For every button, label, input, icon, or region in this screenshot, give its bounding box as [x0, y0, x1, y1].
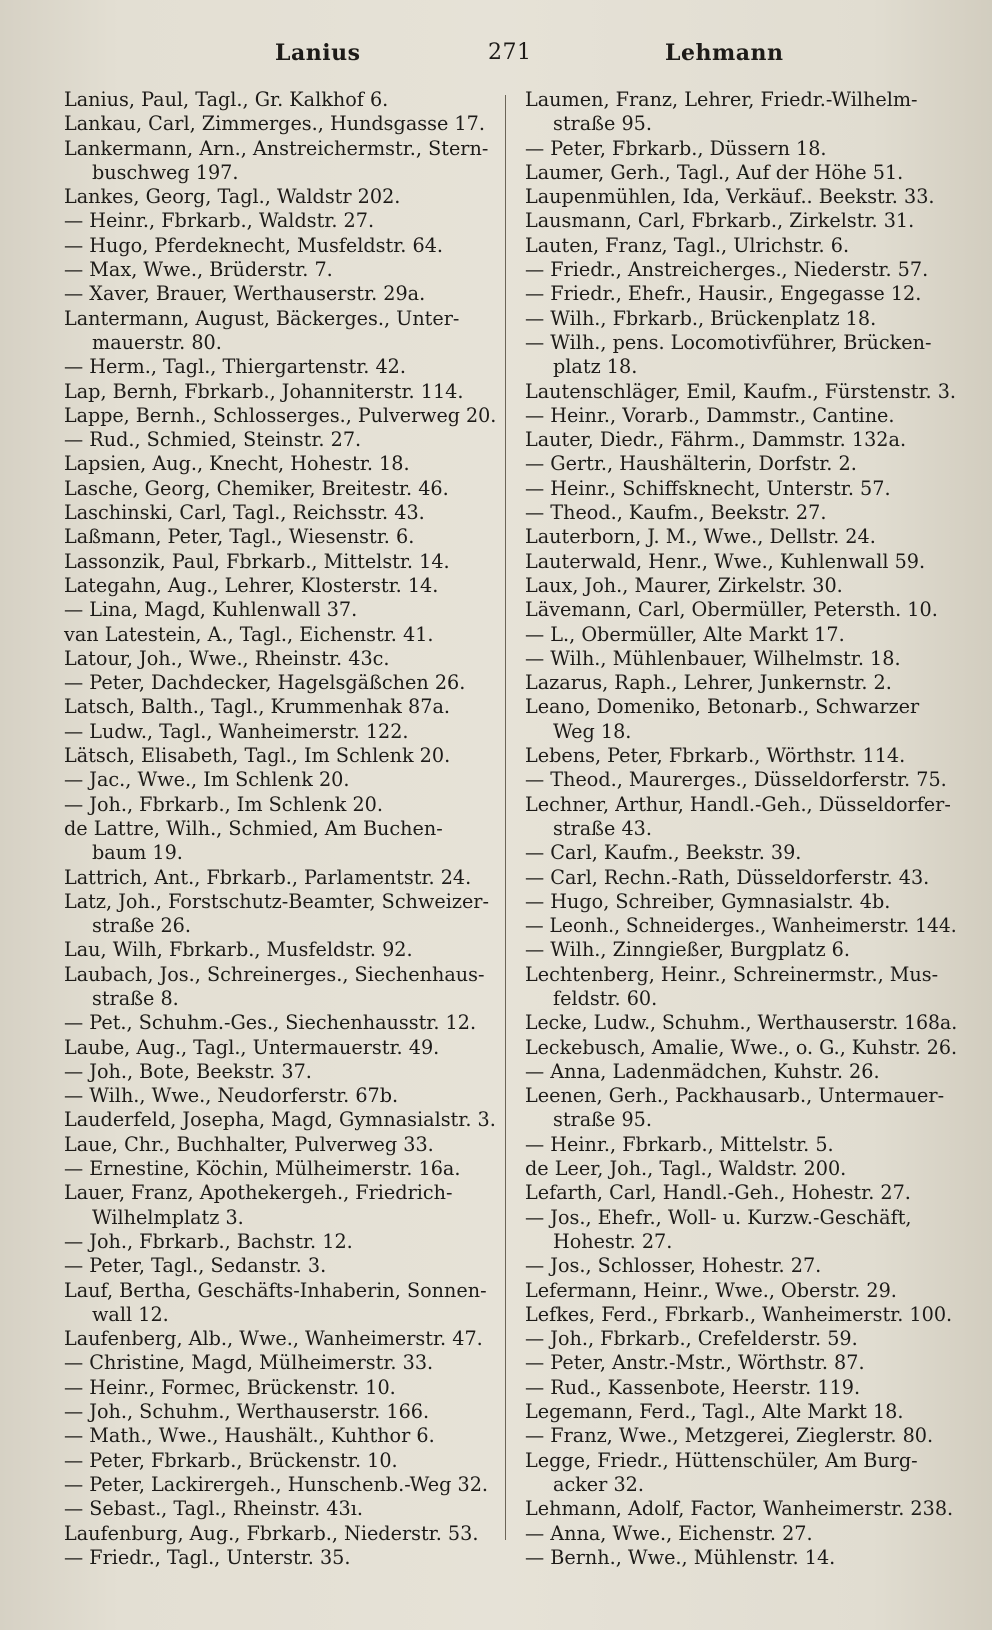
entry-line: Lävemann, Carl, Obermüller, Petersth. 10. — [525, 598, 938, 622]
entry-line: van Latestein, A., Tagl., Eichenstr. 41. — [64, 622, 434, 646]
directory-entry — [64, 1108, 496, 1132]
entry-line: — Peter, Lackirergeh., Hunschenb.-Weg 32. — [64, 1472, 489, 1496]
entry-continuation: wall 12. — [92, 1302, 169, 1326]
directory-entry — [64, 209, 496, 233]
entry-line: Leenen, Gerh., Packhausarb., Untermauer- — [525, 1084, 945, 1108]
directory-entry — [525, 671, 957, 695]
entry-line: Lantermann, August, Bäckerges., Unter- — [64, 306, 460, 330]
directory-entry — [64, 720, 496, 744]
directory-entry — [64, 1449, 496, 1473]
entry-line: — Ernestine, Köchin, Mülheimerstr. 16a. — [64, 1157, 461, 1181]
entry-line: Lausmann, Carl, Fbrkarb., Zirkelstr. 31. — [525, 209, 915, 233]
entry-line: Lap, Bernh, Fbrkarb., Johanniterstr. 114. — [64, 379, 464, 403]
entry-line: Laschinski, Carl, Tagl., Reichsstr. 43. — [64, 501, 425, 525]
directory-entry — [525, 137, 957, 161]
entry-line: — Heinr., Fbrkarb., Mittelstr. 5. — [525, 1132, 834, 1156]
entry-line: Lasche, Georg, Chemiker, Breitestr. 46. — [64, 476, 449, 500]
directory-entry — [525, 1206, 957, 1255]
directory-entry — [64, 1230, 496, 1254]
directory-entry — [64, 1546, 496, 1570]
directory-entry — [525, 744, 957, 768]
directory-entry — [525, 1133, 957, 1157]
entry-line: Lefarth, Carl, Handl.-Geh., Hohestr. 27. — [525, 1181, 911, 1205]
entry-line: — Hugo, Schreiber, Gymnasialstr. 4b. — [525, 889, 891, 913]
entry-line: — Joh., Fbrkarb., Bachstr. 12. — [64, 1229, 353, 1253]
directory-entry — [64, 793, 496, 817]
directory-entry — [525, 258, 957, 282]
header-last-name: Lehmann — [665, 40, 784, 66]
entry-line: — Anna, Wwe., Eichenstr. 27. — [525, 1521, 813, 1545]
entry-line: — Bernh., Wwe., Mühlenstr. 14. — [525, 1545, 836, 1569]
entry-line: — Lina, Magd, Kuhlenwall 37. — [64, 598, 358, 622]
directory-entry — [64, 1522, 496, 1546]
entry-line: — Joh., Fbrkarb., Crefelderstr. 59. — [525, 1327, 858, 1351]
directory-entry — [64, 550, 496, 574]
directory-entry — [64, 1157, 496, 1181]
directory-entry — [64, 1181, 496, 1230]
entry-line: — Leonh., Schneiderges., Wanheimerstr. 144. — [525, 914, 957, 938]
directory-entry — [525, 1327, 957, 1351]
entry-line: Lätsch, Elisabeth, Tagl., Im Schlenk 20. — [64, 744, 451, 768]
directory-entry — [64, 1376, 496, 1400]
entry-line: — Math., Wwe., Haushält., Kuhthor 6. — [64, 1424, 435, 1448]
entry-line: Legemann, Ferd., Tagl., Alte Markt 18. — [525, 1400, 904, 1424]
entry-line: Lechner, Arthur, Handl.-Geh., Düsseldorfer- — [525, 792, 951, 816]
entry-line: — Peter, Fbrkarb., Düssern 18. — [525, 136, 827, 160]
directory-entry — [64, 307, 496, 356]
directory-entry — [64, 938, 496, 962]
entry-line: — Rud., Schmied, Steinstr. 27. — [64, 428, 362, 452]
entry-line: Lauterwald, Henr., Wwe., Kuhlenwall 59. — [525, 549, 926, 573]
entry-line: Laubach, Jos., Schreinerges., Siechenhaus- — [64, 962, 485, 986]
directory-entry — [64, 647, 496, 671]
directory-entry — [64, 112, 496, 136]
entry-line: Lauderfeld, Josepha, Magd, Gymnasialstr. 3. — [64, 1108, 496, 1132]
directory-entry — [64, 1254, 496, 1278]
entry-continuation: straße 95. — [553, 1108, 652, 1132]
directory-entry — [64, 671, 496, 695]
entry-line: — Wilh., Mühlenbauer, Wilhelmstr. 18. — [525, 646, 901, 670]
entry-continuation: baum 19. — [92, 841, 183, 865]
entry-continuation: feldstr. 60. — [553, 986, 658, 1010]
directory-entry — [525, 404, 957, 428]
page-header — [60, 40, 960, 80]
entry-line: Lehmann, Adolf, Factor, Wanheimerstr. 238. — [525, 1497, 954, 1521]
entry-line: Lankes, Georg, Tagl., Waldstr 202. — [64, 185, 401, 209]
entry-line: Laupenmühlen, Ida, Verkäuf.. Beekstr. 33. — [525, 185, 935, 209]
directory-entry — [525, 1084, 957, 1133]
directory-entry — [525, 88, 957, 137]
directory-entry — [525, 1254, 957, 1278]
entry-line: — L., Obermüller, Alte Markt 17. — [525, 622, 845, 646]
directory-entry — [525, 914, 957, 938]
entry-line: — Wilh., pens. Locomotivführer, Brücken- — [525, 330, 932, 354]
entry-line: — Pet., Schuhm.-Ges., Siechenhausstr. 12. — [64, 1011, 477, 1035]
directory-entry — [525, 598, 957, 622]
directory-entry — [525, 234, 957, 258]
entry-line: Lanius, Paul, Tagl., Gr. Kalkhof 6. — [64, 88, 389, 111]
column-divider — [505, 95, 506, 1540]
directory-entry — [64, 1036, 496, 1060]
entry-line: Laube, Aug., Tagl., Untermauerstr. 49. — [64, 1035, 440, 1059]
directory-entry — [525, 1400, 957, 1424]
directory-entry — [525, 209, 957, 233]
entry-continuation: acker 32. — [553, 1472, 644, 1496]
directory-entry — [525, 550, 957, 574]
entry-line: Lassonzik, Paul, Fbrkarb., Mittelstr. 14. — [64, 549, 450, 573]
entry-continuation: straße 95. — [553, 112, 652, 136]
directory-entry — [525, 1157, 957, 1181]
entry-line: — Franz, Wwe., Metzgerei, Zieglerstr. 80. — [525, 1424, 934, 1448]
directory-entry — [525, 574, 957, 598]
entry-line: Lefkes, Ferd., Fbrkarb., Wanheimerstr. 100. — [525, 1302, 953, 1326]
directory-entry — [64, 866, 496, 890]
directory-entry — [525, 1497, 957, 1521]
directory-entry — [64, 963, 496, 1012]
entry-line: — Xaver, Brauer, Werthauserstr. 29a. — [64, 282, 426, 306]
entry-continuation: mauerstr. 80. — [92, 330, 222, 354]
entry-line: — Wilh., Fbrkarb., Brückenplatz 18. — [525, 306, 877, 330]
entry-line: — Herm., Tagl., Thiergartenstr. 42. — [64, 355, 406, 379]
entry-line: — Wilh., Wwe., Neudorferstr. 67b. — [64, 1084, 399, 1108]
directory-entry — [525, 623, 957, 647]
directory-entry — [525, 1060, 957, 1084]
directory-entry — [525, 161, 957, 185]
directory-entry — [525, 1546, 957, 1570]
directory-entry — [64, 817, 496, 866]
entry-line: Laumen, Franz, Lehrer, Friedr.-Wilhelm- — [525, 88, 918, 111]
entry-line: — Max, Wwe., Brüderstr. 7. — [64, 258, 333, 282]
entry-line: — Jos., Ehefr., Woll- u. Kurzw.-Geschäft, — [525, 1205, 912, 1229]
entry-line: — Sebast., Tagl., Rheinstr. 43ı. — [64, 1497, 363, 1521]
directory-entry — [525, 1424, 957, 1448]
directory-entry — [64, 695, 496, 719]
entry-line: Lau, Wilh, Fbrkarb., Musfeldstr. 92. — [64, 938, 413, 962]
entry-line: Lefermann, Heinr., Wwe., Oberstr. 29. — [525, 1278, 897, 1302]
entry-line: de Leer, Joh., Tagl., Waldstr. 200. — [525, 1157, 847, 1181]
entry-line: — Peter, Anstr.-Mstr., Wörthstr. 87. — [525, 1351, 865, 1375]
directory-entry — [64, 1133, 496, 1157]
entry-line: Lecke, Ludw., Schuhm., Werthauserstr. 168a. — [525, 1011, 958, 1035]
left-column — [64, 88, 496, 1570]
directory-entry — [525, 1303, 957, 1327]
directory-entry — [64, 258, 496, 282]
entry-line: — Theod., Kaufm., Beekstr. 27. — [525, 501, 827, 525]
entry-line: Lankau, Carl, Zimmerges., Hundsgasse 17. — [64, 112, 485, 136]
directory-entry — [525, 380, 957, 404]
entry-line: — Rud., Kassenbote, Heerstr. 119. — [525, 1375, 861, 1399]
entry-line: — Anna, Ladenmädchen, Kuhstr. 26. — [525, 1059, 880, 1083]
entry-line: Legge, Friedr., Hüttenschüler, Am Burg- — [525, 1448, 918, 1472]
entry-continuation: platz 18. — [553, 355, 638, 379]
directory-entry — [64, 1084, 496, 1108]
directory-entry — [64, 1327, 496, 1351]
directory-entry — [64, 1060, 496, 1084]
directory-entry — [525, 282, 957, 306]
directory-entry — [64, 1011, 496, 1035]
entry-continuation: buschweg 197. — [92, 160, 239, 184]
directory-entry — [525, 793, 957, 842]
entry-line: Lategahn, Aug., Lehrer, Klosterstr. 14. — [64, 573, 439, 597]
directory-entry — [64, 1473, 496, 1497]
entry-line: — Peter, Tagl., Sedanstr. 3. — [64, 1254, 327, 1278]
entry-line: Lapsien, Aug., Knecht, Hohestr. 18. — [64, 452, 410, 476]
entry-line: — Joh., Bote, Beekstr. 37. — [64, 1059, 312, 1083]
entry-line: Laue, Chr., Buchhalter, Pulverweg 33. — [64, 1132, 434, 1156]
directory-entry — [525, 1036, 957, 1060]
entry-line: — Carl, Kaufm., Beekstr. 39. — [525, 841, 802, 865]
entry-line: Lappe, Bernh., Schlosserges., Pulverweg 20. — [64, 403, 497, 427]
directory-entry — [64, 501, 496, 525]
directory-entry — [64, 137, 496, 186]
entry-line: — Wilh., Zinngießer, Burgplatz 6. — [525, 938, 850, 962]
entry-line: — Ludw., Tagl., Wanheimerstr. 122. — [64, 719, 409, 743]
directory-entry — [525, 695, 957, 744]
entry-line: — Joh., Schuhm., Werthauserstr. 166. — [64, 1400, 430, 1424]
directory-entry — [64, 768, 496, 792]
directory-entry — [64, 1424, 496, 1448]
directory-entry — [64, 234, 496, 258]
entry-continuation: Wilhelmplatz 3. — [92, 1205, 244, 1229]
entry-line: Laumer, Gerh., Tagl., Auf der Höhe 51. — [525, 160, 904, 184]
entry-line: Lauer, Franz, Apothekergeh., Friedrich- — [64, 1181, 453, 1205]
entry-line: — Friedr., Anstreicherges., Niederstr. 57. — [525, 258, 929, 282]
entry-line: de Lattre, Wilh., Schmied, Am Buchen- — [64, 816, 443, 840]
entry-line: Lechtenberg, Heinr., Schreinermstr., Mus- — [525, 962, 939, 986]
entry-line: Lazarus, Raph., Lehrer, Junkernstr. 2. — [525, 671, 892, 695]
directory-entry — [64, 452, 496, 476]
directory-entry — [525, 1449, 957, 1498]
directory-entry — [64, 1497, 496, 1521]
directory-entry — [525, 477, 957, 501]
entry-line: Latz, Joh., Forstschutz-Beamter, Schweizer- — [64, 889, 489, 913]
entry-continuation: straße 26. — [92, 914, 191, 938]
entry-line: — Theod., Maurerges., Düsseldorferstr. 75. — [525, 768, 947, 792]
entry-line: Lauf, Bertha, Geschäfts-Inhaberin, Sonnen- — [64, 1278, 487, 1302]
directory-entry — [525, 1011, 957, 1035]
entry-line: Lauterborn, J. M., Wwe., Dellstr. 24. — [525, 525, 876, 549]
entry-line: Laßmann, Peter, Tagl., Wiesenstr. 6. — [64, 525, 415, 549]
directory-entry — [64, 744, 496, 768]
entry-line: — Carl, Rechn.-Rath, Düsseldorferstr. 43. — [525, 865, 930, 889]
entry-line: — Heinr., Vorarb., Dammstr., Cantine. — [525, 403, 895, 427]
entry-line: — Heinr., Formec, Brückenstr. 10. — [64, 1375, 396, 1399]
entry-line: Lauter, Diedr., Fährm., Dammstr. 132a. — [525, 428, 907, 452]
directory-entry — [525, 1522, 957, 1546]
entry-line: Latour, Joh., Wwe., Rheinstr. 43c. — [64, 646, 390, 670]
directory-entry — [525, 307, 957, 331]
entry-line: Lebens, Peter, Fbrkarb., Wörthstr. 114. — [525, 744, 906, 768]
directory-entry — [525, 185, 957, 209]
entry-line: — Heinr., Fbrkarb., Waldstr. 27. — [64, 209, 375, 233]
entry-continuation: straße 43. — [553, 816, 652, 840]
entry-line: Laufenberg, Alb., Wwe., Wanheimerstr. 47. — [64, 1327, 483, 1351]
directory-entry — [64, 623, 496, 647]
directory-entry — [64, 1400, 496, 1424]
entry-continuation: Hohestr. 27. — [553, 1229, 673, 1253]
entry-line: — Heinr., Schiffsknecht, Unterstr. 57. — [525, 476, 891, 500]
directory-entry — [64, 282, 496, 306]
directory-entry — [64, 477, 496, 501]
entry-line: Laufenburg, Aug., Fbrkarb., Niederstr. 53. — [64, 1521, 479, 1545]
directory-entry — [525, 1376, 957, 1400]
right-column — [525, 88, 957, 1570]
entry-line: — Peter, Fbrkarb., Brückenstr. 10. — [64, 1448, 398, 1472]
entry-line: — Friedr., Ehefr., Hausir., Engegasse 12. — [525, 282, 922, 306]
directory-entry — [64, 404, 496, 428]
entry-line: Leano, Domeniko, Betonarb., Schwarzer — [525, 695, 920, 719]
directory-entry — [64, 574, 496, 598]
entry-line: Leckebusch, Amalie, Wwe., o. G., Kuhstr. 26. — [525, 1035, 958, 1059]
entry-line: — Gertr., Haushälterin, Dorfstr. 2. — [525, 452, 857, 476]
directory-entry — [64, 428, 496, 452]
directory-entry — [64, 380, 496, 404]
entry-line: — Jos., Schlosser, Hohestr. 27. — [525, 1254, 822, 1278]
directory-entry — [525, 452, 957, 476]
page-number: 271 — [488, 40, 532, 65]
directory-entry — [525, 1181, 957, 1205]
entry-line: — Christine, Magd, Mülheimerstr. 33. — [64, 1351, 434, 1375]
entry-line: — Hugo, Pferdeknecht, Musfeldstr. 64. — [64, 233, 443, 257]
directory-entry — [64, 525, 496, 549]
directory-entry — [64, 598, 496, 622]
entry-continuation: straße 8. — [92, 986, 179, 1010]
directory-entry — [525, 841, 957, 865]
entry-line: — Jac., Wwe., Im Schlenk 20. — [64, 768, 350, 792]
directory-entry — [525, 501, 957, 525]
directory-entry — [525, 866, 957, 890]
entry-line: Latsch, Balth., Tagl., Krummenhak 87a. — [64, 695, 450, 719]
directory-entry — [525, 963, 957, 1012]
directory-entry — [525, 890, 957, 914]
directory-entry — [525, 525, 957, 549]
entry-continuation: Weg 18. — [553, 719, 632, 743]
header-first-name: Lanius — [275, 40, 361, 66]
entry-line: — Peter, Dachdecker, Hagelsgäßchen 26. — [64, 671, 466, 695]
entry-line: Laux, Joh., Maurer, Zirkelstr. 30. — [525, 573, 843, 597]
directory-entry — [525, 938, 957, 962]
entry-line: Lattrich, Ant., Fbrkarb., Parlamentstr. 24. — [64, 865, 472, 889]
directory-entry — [525, 647, 957, 671]
entry-line: — Joh., Fbrkarb., Im Schlenk 20. — [64, 792, 383, 816]
directory-entry — [525, 1351, 957, 1375]
directory-entry — [525, 428, 957, 452]
directory-entry — [64, 355, 496, 379]
directory-entry — [64, 890, 496, 939]
directory-entry — [64, 1351, 496, 1375]
entry-line: Lautenschläger, Emil, Kaufm., Fürstenstr. 3. — [525, 379, 957, 403]
directory-entry — [64, 1279, 496, 1328]
directory-entry — [525, 331, 957, 380]
directory-entry — [64, 88, 496, 112]
entry-line: — Friedr., Tagl., Unterstr. 35. — [64, 1545, 351, 1569]
entry-line: Lankermann, Arn., Anstreichermstr., Stern- — [64, 136, 489, 160]
directory-entry — [525, 768, 957, 792]
directory-entry — [525, 1279, 957, 1303]
entry-line: Lauten, Franz, Tagl., Ulrichstr. 6. — [525, 233, 850, 257]
directory-entry — [64, 185, 496, 209]
